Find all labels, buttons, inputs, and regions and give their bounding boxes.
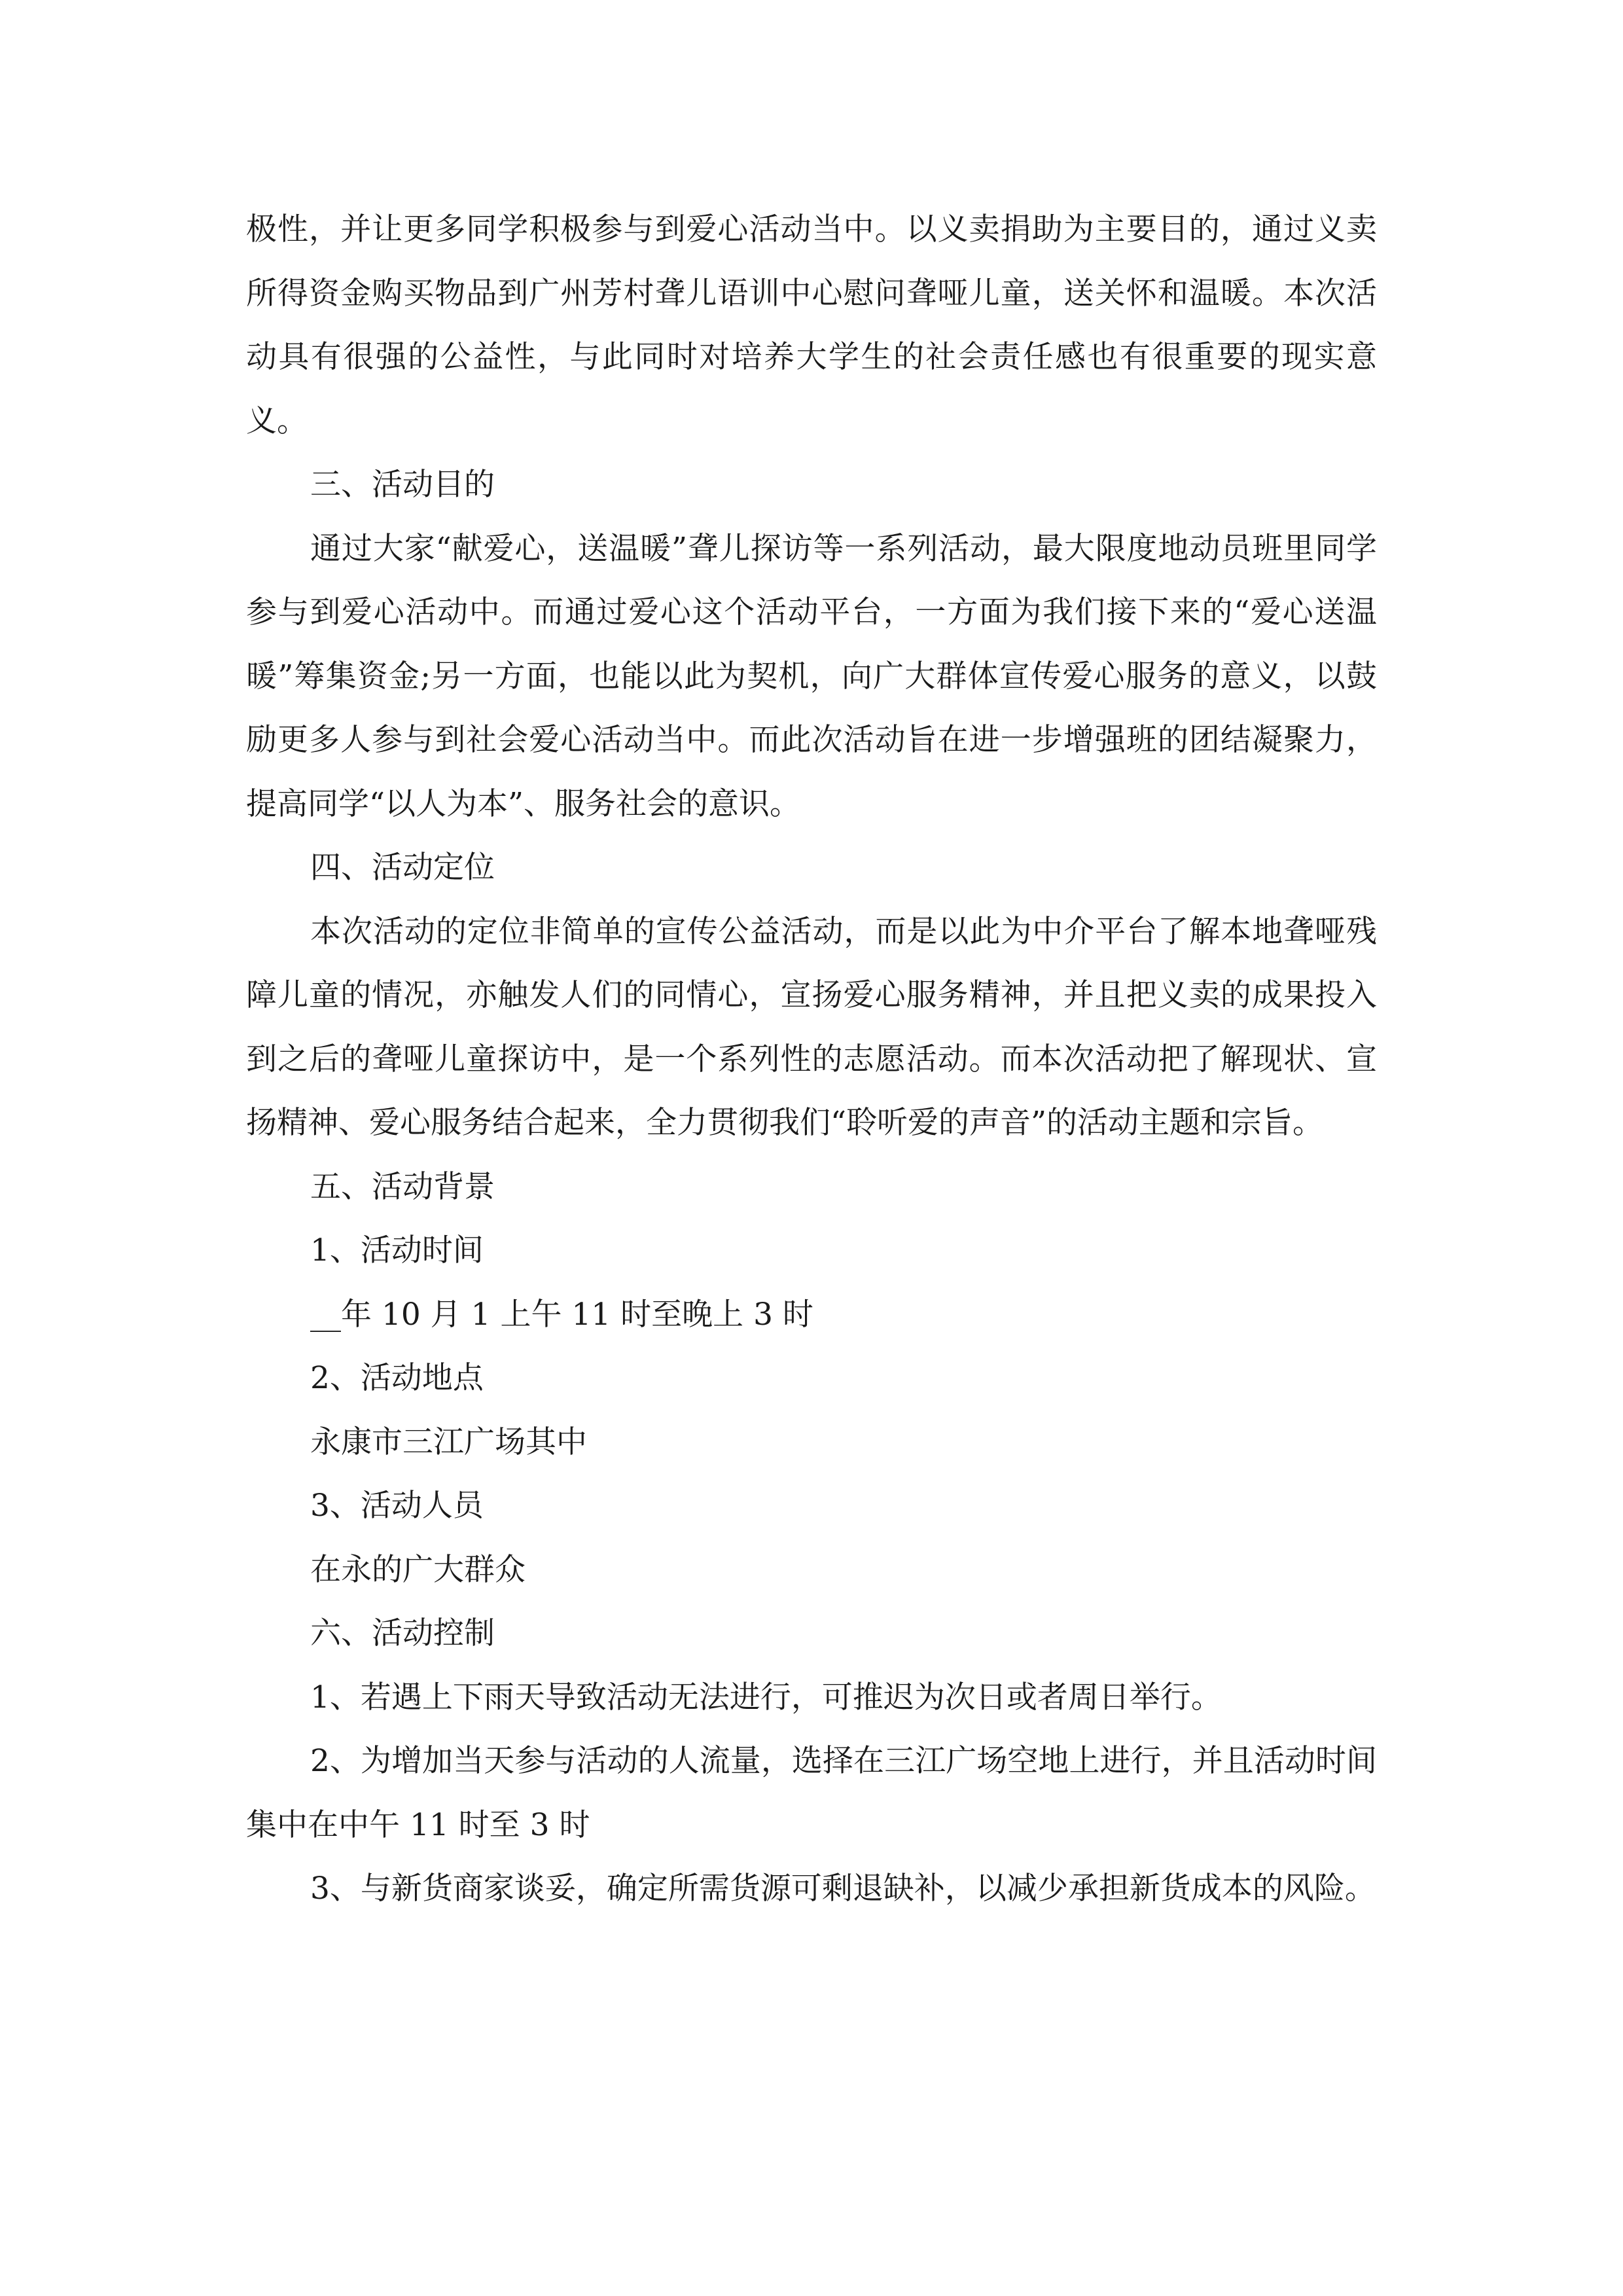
subheading-place: 2、活动地点 [310,1360,484,1396]
document-body [246,198,1377,1921]
paragraph-intro-continued: 极性，并让更多同学积极参与到爱心活动当中。以义卖捐助为主要目的，通过义卖所得资金购买物品到广州芳村聋儿语训中心慰问聋哑儿童，送关怀和温暖。本次活动具有很强的公益性，与此同时对培养大学生的社会责任感也有很重要的现实意义。 [246,211,1377,439]
paragraph-control-3: 3、与新货商家谈妥，确定所需货源可剩退缺补，以减少承担新货成本的风险。 [310,1871,1376,1907]
paragraph-control-1: 1、若遇上下雨天导致活动无法进行，可推迟为次日或者周日举行。 [310,1679,1222,1715]
paragraph-time: __年 10 月 1 上午 11 时至晚上 3 时 [310,1296,813,1333]
paragraph-purpose: 通过大家“献爱心，送温暖”聋儿探访等一系列活动，最大限度地动员班里同学参与到爱心活动中。而通过爱心这个活动平台，一方面为我们接下来的“爱心送温暖”筹集资金;另一方面，也能以此为契机，向广大群体宣传爱心服务的意义，以鼓励更多人参与到社会爱心活动当中。而此次活动旨在进一步增强班的团结凝聚力，提高同学“以人为本”、服务社会的意识。 [246,530,1377,822]
heading-section-3: 三、活动目的 [310,467,495,503]
paragraph-place: 永康市三江广场其中 [310,1424,587,1460]
paragraph-control-2: 2、为增加当天参与活动的人流量，选择在三江广场空地上进行，并且活动时间集中在中午 11 时至 3 时 [246,1743,1377,1843]
subheading-people: 3、活动人员 [310,1488,484,1524]
heading-section-6: 六、活动控制 [310,1615,495,1651]
heading-section-4: 四、活动定位 [310,850,495,886]
paragraph-people: 在永的广大群众 [310,1551,526,1588]
paragraph-positioning: 本次活动的定位非简单的宣传公益活动，而是以此为中介平台了解本地聋哑残障儿童的情况，亦触发人们的同情心，宣扬爱心服务精神，并且把义卖的成果投入到之后的聋哑儿童探访中，是一个系列性的志愿活动。而本次活动把了解现状、宣扬精神、爱心服务结合起来，全力贯彻我们“聆听爱的声音”的活动主题和宗旨。 [246,913,1377,1141]
heading-section-5: 五、活动背景 [310,1168,495,1205]
subheading-time: 1、活动时间 [310,1232,484,1268]
